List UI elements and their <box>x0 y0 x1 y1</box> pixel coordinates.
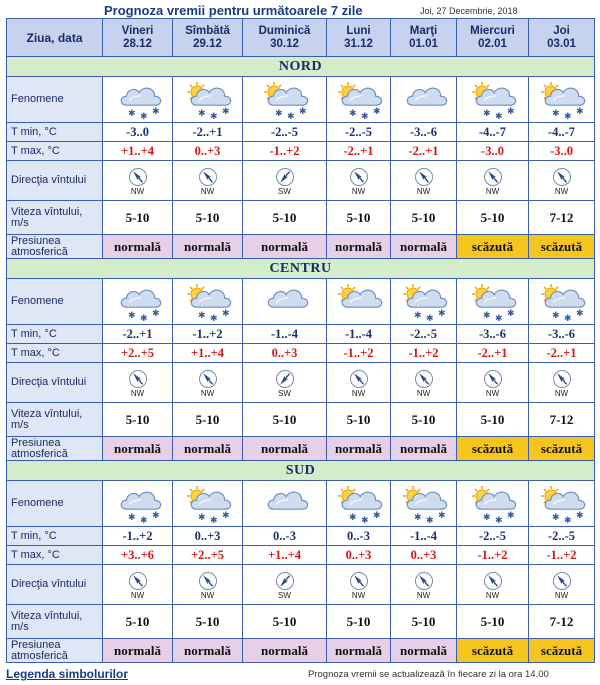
tmin-value: -1..-4 <box>391 527 457 546</box>
wind-arrow-icon <box>243 167 326 187</box>
svg-text:✱: ✱ <box>413 310 422 321</box>
pressure-value: normală <box>391 639 457 663</box>
svg-text:✱: ✱ <box>482 310 491 321</box>
wind-direction-value: NW <box>200 388 215 398</box>
day-header-6 <box>529 19 595 57</box>
update-note: Prognoza vremii se actualizează în fiecare zi la ora 14.00 <box>308 669 549 680</box>
tmax-label: T max, °C <box>7 546 103 565</box>
day-header-5 <box>457 19 529 57</box>
tmin-value: -4..-7 <box>457 123 529 142</box>
wind-direction-cell <box>457 565 529 605</box>
pressure-label: Presiunea atmosferică <box>7 437 103 461</box>
tmax-value: -1..+2 <box>529 546 595 565</box>
tmax-row <box>7 546 595 565</box>
wind-speed-value: 5-10 <box>391 403 457 437</box>
day-date-header: Ziua, data <box>7 19 103 57</box>
wind-arrow-icon <box>173 571 242 591</box>
wind-direction-cell <box>103 363 173 403</box>
wind-direction-value: NW <box>554 186 569 196</box>
pressure-label: Presiunea atmosferică <box>7 235 103 259</box>
phenomena-row <box>7 77 595 123</box>
pressure-value: scăzută <box>529 235 595 259</box>
pressure-value: normală <box>327 639 391 663</box>
svg-text:✱: ✱ <box>563 313 572 324</box>
svg-text:✱: ✱ <box>575 106 584 117</box>
wind-direction-cell <box>391 161 457 201</box>
tmin-value: -4..-7 <box>529 123 595 142</box>
cloud-snow-icon <box>103 77 173 123</box>
tmax-label: T max, °C <box>7 344 103 363</box>
wind-arrow-icon <box>457 571 528 591</box>
wind-direction-value: NW <box>485 388 500 398</box>
wind-arrow-icon <box>243 571 326 591</box>
svg-text:✱: ✱ <box>209 111 218 122</box>
tmax-row <box>7 142 595 161</box>
svg-text:✱: ✱ <box>221 510 230 521</box>
tmax-value: +1..+4 <box>173 344 243 363</box>
day-date: 30.12 <box>270 37 299 50</box>
svg-text:✱: ✱ <box>575 510 584 521</box>
svg-text:✱: ✱ <box>221 308 230 319</box>
wind-speed-value: 5-10 <box>173 605 243 639</box>
tmax-value: +2..+5 <box>173 546 243 565</box>
pressure-value: normală <box>173 639 243 663</box>
svg-text:✱: ✱ <box>151 510 160 521</box>
region-sud-header <box>7 461 595 481</box>
wind-arrow-icon <box>243 369 326 389</box>
wind-direction-row <box>7 565 595 605</box>
tmax-value: 0..+3 <box>243 344 327 363</box>
wind-direction-value: SW <box>278 388 291 398</box>
wind-direction-cell <box>327 161 391 201</box>
wind-direction-cell <box>243 161 327 201</box>
sun-cloud-snow-icon <box>457 481 529 527</box>
wind-arrow-icon <box>391 369 456 389</box>
tmin-value: -2..+1 <box>173 123 243 142</box>
tmin-value: 0..-3 <box>327 527 391 546</box>
region-nord-header <box>7 57 595 77</box>
wind-speed-row <box>7 605 595 639</box>
svg-text:✱: ✱ <box>139 111 148 122</box>
pressure-value: normală <box>103 639 173 663</box>
svg-text:✱: ✱ <box>425 515 434 526</box>
sun-cloud-snow-icon <box>457 77 529 123</box>
svg-text:✱: ✱ <box>139 515 148 526</box>
pressure-value: normală <box>327 437 391 461</box>
svg-text:✱: ✱ <box>127 512 136 523</box>
wind-speed-value: 5-10 <box>243 403 327 437</box>
tmax-value: -1..+2 <box>243 142 327 161</box>
wind-arrow-icon <box>103 571 172 591</box>
page-title: Prognoza vremii pentru următoarele 7 zile <box>104 3 363 18</box>
wind-speed-label: Viteza vîntului, m/s <box>7 403 103 437</box>
wind-speed-label: Viteza vîntului, m/s <box>7 605 103 639</box>
phenomena-row <box>7 279 595 325</box>
sun-cloud-snow-icon <box>529 481 595 527</box>
tmax-value: -1..+2 <box>327 344 391 363</box>
wind-arrow-icon <box>103 369 172 389</box>
wind-speed-value: 5-10 <box>457 605 529 639</box>
svg-text:✱: ✱ <box>575 308 584 319</box>
pressure-value: normală <box>327 235 391 259</box>
wind-speed-row <box>7 201 595 235</box>
wind-direction-value: NW <box>351 186 366 196</box>
wind-direction-label: Direcţia vîntului <box>7 363 103 403</box>
current-date: Joi, 27 Decembrie, 2018 <box>420 6 518 16</box>
tmax-value: -2..+1 <box>457 344 529 363</box>
wind-direction-value: SW <box>278 590 291 600</box>
svg-text:✱: ✱ <box>482 512 491 523</box>
wind-speed-value: 7-12 <box>529 201 595 235</box>
wind-direction-cell <box>529 363 595 403</box>
day-name: Luni <box>346 24 371 37</box>
cloud-icon <box>243 279 327 325</box>
svg-text:✱: ✱ <box>551 512 560 523</box>
wind-speed-value: 5-10 <box>103 605 173 639</box>
tmax-value: +1..+4 <box>103 142 173 161</box>
svg-text:✱: ✱ <box>563 111 572 122</box>
tmax-value: -1..+2 <box>457 546 529 565</box>
tmax-row <box>7 344 595 363</box>
svg-text:✱: ✱ <box>274 108 283 119</box>
day-date: 31.12 <box>344 37 373 50</box>
wind-direction-cell <box>173 363 243 403</box>
tmin-value: 0..-3 <box>243 527 327 546</box>
region-centru-header <box>7 259 595 279</box>
phenomena-label: Fenomene <box>7 77 103 123</box>
svg-text:✱: ✱ <box>348 108 357 119</box>
wind-arrow-icon <box>457 167 528 187</box>
tmin-label: T min, °C <box>7 123 103 142</box>
wind-arrow-icon <box>457 369 528 389</box>
svg-text:✱: ✱ <box>506 106 515 117</box>
tmax-value: 0..+3 <box>173 142 243 161</box>
svg-text:✱: ✱ <box>372 510 381 521</box>
pressure-value: normală <box>243 639 327 663</box>
tmax-value: 0..+3 <box>327 546 391 565</box>
tmax-value: -1..+2 <box>391 344 457 363</box>
tmin-value: -3..0 <box>103 123 173 142</box>
tmax-value: -2..+1 <box>391 142 457 161</box>
day-date: 28.12 <box>123 37 152 50</box>
wind-direction-value: NW <box>554 590 569 600</box>
cloud-snow-icon <box>103 279 173 325</box>
tmin-label: T min, °C <box>7 325 103 344</box>
day-name: Marţi <box>409 24 438 37</box>
svg-text:✱: ✱ <box>127 310 136 321</box>
wind-direction-value: NW <box>130 388 145 398</box>
wind-arrow-icon <box>327 167 390 187</box>
svg-text:✱: ✱ <box>139 313 148 324</box>
tmax-label: T max, °C <box>7 142 103 161</box>
tmin-value: -3..-6 <box>457 325 529 344</box>
tmax-value: -2..+1 <box>327 142 391 161</box>
wind-direction-value: NW <box>200 590 215 600</box>
tmax-value: 0..+3 <box>391 546 457 565</box>
wind-direction-cell <box>457 161 529 201</box>
wind-speed-value: 7-12 <box>529 403 595 437</box>
tmin-value: -2..-5 <box>327 123 391 142</box>
wind-direction-value: NW <box>351 388 366 398</box>
wind-direction-cell <box>243 565 327 605</box>
tmin-value: 0..+3 <box>173 527 243 546</box>
tmin-row <box>7 123 595 142</box>
day-name: Miercuri <box>470 24 515 37</box>
wind-direction-value: NW <box>351 590 366 600</box>
tmin-value: -3..-6 <box>391 123 457 142</box>
cloud-icon <box>391 77 457 123</box>
tmin-value: -2..-5 <box>529 527 595 546</box>
svg-text:✱: ✱ <box>151 308 160 319</box>
pressure-value: scăzută <box>529 437 595 461</box>
wind-speed-value: 5-10 <box>457 403 529 437</box>
pressure-label: Presiunea atmosferică <box>7 639 103 663</box>
tmin-value: -2..-5 <box>243 123 327 142</box>
svg-text:✱: ✱ <box>494 111 503 122</box>
svg-text:✱: ✱ <box>127 108 136 119</box>
wind-direction-cell <box>103 161 173 201</box>
wind-direction-value: NW <box>416 388 431 398</box>
svg-text:✱: ✱ <box>348 512 357 523</box>
pressure-value: normală <box>391 437 457 461</box>
day-header-4 <box>391 19 457 57</box>
pressure-value: normală <box>173 437 243 461</box>
symbols-legend-link[interactable]: Legenda simbolurilor <box>6 667 129 681</box>
wind-direction-value: NW <box>130 590 145 600</box>
sun-cloud-snow-icon <box>243 77 327 123</box>
tmin-value: -1..+2 <box>173 325 243 344</box>
tmin-label: T min, °C <box>7 527 103 546</box>
day-header-1 <box>173 19 243 57</box>
pressure-value: normală <box>103 235 173 259</box>
wind-speed-value: 5-10 <box>457 201 529 235</box>
pressure-value: normală <box>173 235 243 259</box>
pressure-row <box>7 235 595 259</box>
day-date: 02.01 <box>478 37 507 50</box>
sun-cloud-snow-icon <box>391 481 457 527</box>
svg-text:✱: ✱ <box>209 515 218 526</box>
svg-text:✱: ✱ <box>151 106 160 117</box>
day-header-0 <box>103 19 173 57</box>
wind-arrow-icon <box>391 571 456 591</box>
svg-text:✱: ✱ <box>563 515 572 526</box>
svg-text:✱: ✱ <box>221 106 230 117</box>
tmin-value: -1..-4 <box>327 325 391 344</box>
svg-text:✱: ✱ <box>360 515 369 526</box>
svg-text:✱: ✱ <box>372 106 381 117</box>
wind-arrow-icon <box>173 167 242 187</box>
wind-direction-value: SW <box>278 186 291 196</box>
day-name: Joi <box>553 24 570 37</box>
pressure-row <box>7 437 595 461</box>
wind-speed-label: Viteza vîntului, m/s <box>7 201 103 235</box>
day-date: 01.01 <box>409 37 438 50</box>
svg-text:✱: ✱ <box>197 512 206 523</box>
wind-speed-value: 5-10 <box>103 201 173 235</box>
tmin-value: -1..-4 <box>243 325 327 344</box>
wind-speed-value: 5-10 <box>103 403 173 437</box>
sun-cloud-icon <box>327 279 391 325</box>
wind-speed-value: 5-10 <box>391 201 457 235</box>
region-name: CENTRU <box>7 259 595 279</box>
day-header-3 <box>327 19 391 57</box>
tmin-row <box>7 527 595 546</box>
day-name: Duminică <box>258 24 311 37</box>
svg-text:✱: ✱ <box>197 108 206 119</box>
svg-text:✱: ✱ <box>425 313 434 324</box>
wind-direction-cell <box>529 161 595 201</box>
day-name: Vineri <box>121 24 154 37</box>
tmin-value: -2..-5 <box>457 527 529 546</box>
day-name: Sîmbătă <box>185 24 230 37</box>
wind-direction-value: NW <box>554 388 569 398</box>
svg-text:✱: ✱ <box>506 308 515 319</box>
tmin-value: -3..-6 <box>529 325 595 344</box>
pressure-value: normală <box>103 437 173 461</box>
sun-cloud-snow-icon <box>327 481 391 527</box>
wind-direction-row <box>7 363 595 403</box>
wind-direction-cell <box>103 565 173 605</box>
tmin-row <box>7 325 595 344</box>
sun-cloud-snow-icon <box>327 77 391 123</box>
wind-arrow-icon <box>103 167 172 187</box>
wind-direction-value: NW <box>416 590 431 600</box>
region-name: SUD <box>7 461 595 481</box>
region-name: NORD <box>7 57 595 77</box>
svg-text:✱: ✱ <box>197 310 206 321</box>
pressure-value: normală <box>391 235 457 259</box>
wind-arrow-icon <box>391 167 456 187</box>
wind-speed-value: 5-10 <box>391 605 457 639</box>
wind-direction-value: NW <box>130 186 145 196</box>
sun-cloud-snow-icon <box>173 77 243 123</box>
svg-text:✱: ✱ <box>551 108 560 119</box>
wind-direction-cell <box>327 363 391 403</box>
pressure-value: scăzută <box>457 235 529 259</box>
sun-cloud-snow-icon <box>529 77 595 123</box>
pressure-value: normală <box>243 437 327 461</box>
sun-cloud-snow-icon <box>529 279 595 325</box>
tmax-value: +1..+4 <box>243 546 327 565</box>
wind-speed-row <box>7 403 595 437</box>
day-header-2 <box>243 19 327 57</box>
svg-text:✱: ✱ <box>494 515 503 526</box>
wind-direction-label: Direcţia vîntului <box>7 161 103 201</box>
tmax-value: -3..0 <box>529 142 595 161</box>
wind-direction-cell <box>391 565 457 605</box>
wind-arrow-icon <box>529 167 594 187</box>
sun-cloud-snow-icon <box>173 481 243 527</box>
tmax-value: +2..+5 <box>103 344 173 363</box>
sun-cloud-snow-icon <box>173 279 243 325</box>
phenomena-label: Fenomene <box>7 279 103 325</box>
svg-text:✱: ✱ <box>209 313 218 324</box>
pressure-value: scăzută <box>457 639 529 663</box>
wind-arrow-icon <box>327 369 390 389</box>
wind-arrow-icon <box>173 369 242 389</box>
wind-direction-value: NW <box>485 186 500 196</box>
wind-direction-row <box>7 161 595 201</box>
pressure-value: normală <box>243 235 327 259</box>
wind-direction-value: NW <box>200 186 215 196</box>
svg-text:✱: ✱ <box>360 111 369 122</box>
pressure-value: scăzută <box>529 639 595 663</box>
wind-speed-value: 5-10 <box>327 605 391 639</box>
wind-speed-value: 5-10 <box>327 201 391 235</box>
tmin-value: -1..+2 <box>103 527 173 546</box>
wind-arrow-icon <box>529 369 594 389</box>
wind-direction-cell <box>327 565 391 605</box>
wind-direction-cell <box>457 363 529 403</box>
tmin-value: -2..+1 <box>103 325 173 344</box>
cloud-snow-icon <box>103 481 173 527</box>
tmax-value: +3..+6 <box>103 546 173 565</box>
phenomena-row <box>7 481 595 527</box>
svg-text:✱: ✱ <box>551 310 560 321</box>
wind-direction-cell <box>529 565 595 605</box>
svg-text:✱: ✱ <box>437 510 446 521</box>
svg-text:✱: ✱ <box>482 108 491 119</box>
pressure-value: scăzută <box>457 437 529 461</box>
wind-speed-value: 5-10 <box>243 201 327 235</box>
svg-text:✱: ✱ <box>437 308 446 319</box>
wind-speed-value: 5-10 <box>327 403 391 437</box>
forecast-table <box>6 18 595 663</box>
wind-speed-value: 5-10 <box>173 403 243 437</box>
wind-direction-cell <box>173 161 243 201</box>
sun-cloud-snow-icon <box>457 279 529 325</box>
phenomena-label: Fenomene <box>7 481 103 527</box>
svg-text:✱: ✱ <box>286 111 295 122</box>
wind-direction-value: NW <box>485 590 500 600</box>
wind-direction-cell <box>173 565 243 605</box>
svg-text:✱: ✱ <box>494 313 503 324</box>
wind-arrow-icon <box>327 571 390 591</box>
day-header-row <box>7 19 595 57</box>
wind-arrow-icon <box>529 571 594 591</box>
wind-speed-value: 5-10 <box>173 201 243 235</box>
wind-speed-value: 7-12 <box>529 605 595 639</box>
svg-text:✱: ✱ <box>413 512 422 523</box>
wind-direction-label: Direcţia vîntului <box>7 565 103 605</box>
tmax-value: -3..0 <box>457 142 529 161</box>
wind-direction-value: NW <box>416 186 431 196</box>
tmin-value: -2..-5 <box>391 325 457 344</box>
tmax-value: -2..+1 <box>529 344 595 363</box>
wind-direction-cell <box>243 363 327 403</box>
wind-speed-value: 5-10 <box>243 605 327 639</box>
sun-cloud-snow-icon <box>391 279 457 325</box>
wind-direction-cell <box>391 363 457 403</box>
day-date: 03.01 <box>547 37 576 50</box>
pressure-row <box>7 639 595 663</box>
day-date: 29.12 <box>193 37 222 50</box>
cloud-icon <box>243 481 327 527</box>
svg-text:✱: ✱ <box>506 510 515 521</box>
svg-text:✱: ✱ <box>298 106 307 117</box>
